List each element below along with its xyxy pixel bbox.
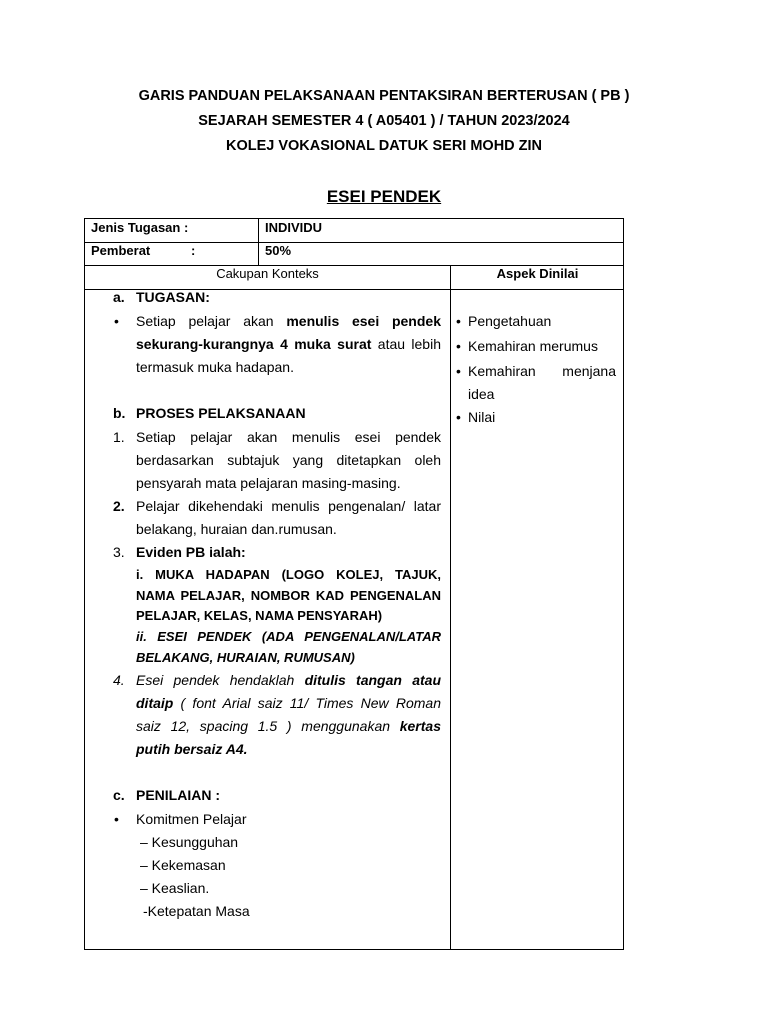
- col-header-aspek: Aspek Dinilai: [496, 266, 579, 281]
- section-c-heading: PENILAIAN :: [136, 787, 220, 803]
- section-a-heading: TUGASAN:: [136, 289, 210, 305]
- item-4-line-3: saiz 12, spacing 1.5 ) menggunakan kertas: [136, 718, 441, 734]
- aspek-label: Kemahiran menjana: [468, 363, 616, 379]
- row-divider: [85, 242, 623, 243]
- item-3-evidence-1-line-2: NAMA PELAJAR, NOMBOR KAD PENGENALAN: [136, 588, 441, 603]
- pemberat-colon: :: [191, 243, 196, 258]
- aspek-label: Pengetahuan: [468, 313, 552, 329]
- item-3-evidence-2-line-1: ii. ESEI PENDEK (ADA PENGENALAN/LATAR: [136, 629, 441, 644]
- item-3-evidence-1-line-3: PELAJAR, KELAS, NAMA PENSYARAH): [136, 608, 383, 623]
- penilaian-item: Komitmen Pelajar: [136, 811, 247, 827]
- bullet-icon: •: [456, 313, 461, 329]
- col-divider-main: [450, 265, 451, 949]
- section-a-line-3: termasuk muka hadapan.: [136, 359, 294, 375]
- aspek-label: Nilai: [468, 409, 496, 425]
- bullet-icon: •: [456, 363, 461, 379]
- bullet-icon: •: [456, 409, 461, 425]
- item-number: 3.: [113, 544, 125, 560]
- item-1-line-2: berdasarkan subtajuk yang ditetapkan oleh: [136, 452, 441, 468]
- jenis-tugasan-value: INDIVIDU: [265, 220, 323, 235]
- penilaian-sub-2: – Kekemasan: [140, 857, 226, 873]
- doc-title-line-1: GARIS PANDUAN PELAKSANAAN PENTAKSIRAN BERTERUSAN ( PB ): [138, 88, 630, 104]
- bullet-icon: •: [114, 313, 119, 329]
- item-3-heading: Eviden PB ialah:: [136, 544, 246, 560]
- section-b-heading: PROSES PELAKSANAAN: [136, 405, 306, 421]
- item-number: 2.: [113, 498, 125, 514]
- jenis-tugasan-label: Jenis Tugasan :: [91, 220, 189, 235]
- section-a-line-1: Setiap pelajar akan menulis esei pendek: [136, 313, 441, 329]
- pemberat-value: 50%: [265, 243, 292, 258]
- bullet-icon: •: [114, 811, 119, 827]
- col-header-cakupan: Cakupan Konteks: [216, 266, 319, 281]
- section-c-marker: c.: [113, 787, 125, 803]
- item-4-line-1: Esei pendek hendaklah ditulis tangan atau: [136, 672, 441, 688]
- item-2-line-1: Pelajar dikehendaki menulis pengenalan/ latar: [136, 498, 441, 514]
- penilaian-sub-3: – Keaslian.: [140, 880, 210, 896]
- section-a-marker: a.: [113, 289, 125, 305]
- item-4-line-2: ditaip ( font Arial saiz 11/ Times New Roman: [136, 695, 441, 711]
- item-4-line-4: putih bersaiz A4.: [136, 741, 248, 757]
- section-b-marker: b.: [113, 405, 126, 421]
- item-1-line-1: Setiap pelajar akan menulis esei pendek: [136, 429, 441, 445]
- item-3-evidence-1-line-1: i. MUKA HADAPAN (LOGO KOLEJ, TAJUK,: [136, 567, 441, 582]
- penilaian-sub-4: -Ketepatan Masa: [143, 903, 250, 919]
- item-3-evidence-2-line-2: BELAKANG, HURAIAN, RUMUSAN): [136, 650, 355, 665]
- penilaian-sub-1: – Kesungguhan: [140, 834, 239, 850]
- aspek-label: Kemahiran merumus: [468, 338, 598, 354]
- item-number: 1.: [113, 429, 125, 445]
- item-2-line-2: belakang, huraian dan.rumusan.: [136, 521, 337, 537]
- item-1-line-3: pensyarah mata pelajaran masing-masing.: [136, 475, 401, 491]
- col-divider-top: [258, 219, 259, 265]
- doc-title-line-3: KOLEJ VOKASIONAL DATUK SERI MOHD ZIN: [225, 138, 543, 154]
- item-number: 4.: [113, 672, 125, 688]
- pemberat-label: Pemberat: [91, 243, 151, 258]
- section-a-line-2: sekurang-kurangnya 4 muka surat atau lebih: [136, 336, 441, 352]
- doc-title-line-2: SEJARAH SEMESTER 4 ( A05401 ) / TAHUN 2023/2024: [198, 113, 570, 129]
- aspek-label: idea: [468, 386, 495, 402]
- section-title: ESEI PENDEK: [326, 187, 442, 206]
- bullet-icon: •: [456, 338, 461, 354]
